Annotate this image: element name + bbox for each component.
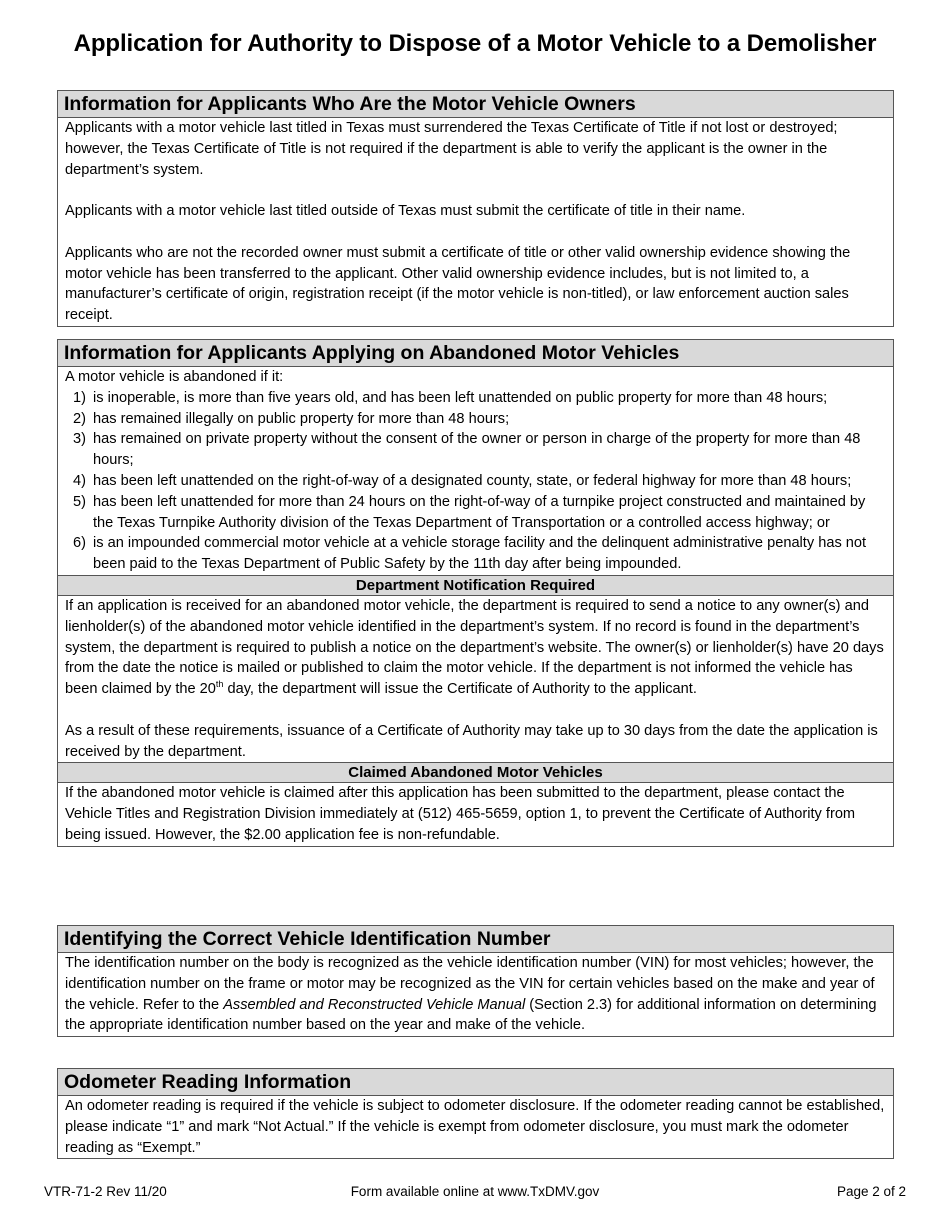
owners-section xyxy=(57,90,894,327)
vin-heading: Identifying the Correct Vehicle Identification Number xyxy=(58,926,893,953)
odometer-heading: Odometer Reading Information xyxy=(58,1069,893,1096)
notification-paragraph-2: As a result of these requirements, issuance of a Certificate of Authority may take up to 30 days from the date the application is received by the department. xyxy=(65,722,878,760)
odometer-paragraph: An odometer reading is required if the vehicle is subject to odometer disclosure. If the odometer reading cannot be established, please indicate “1” and mark “Not Actual.” If the vehicle is exempt from odometer disclosure, you must mark the odometer reading as “Exempt.” xyxy=(65,1098,885,1156)
list-item: 5) has been left unattended for more than 24 hours on the right-of-way of a turnpike project constructed and maintained by the Texas Turnpike Authority division of the Texas Department of Transportation or a controlled access highway; or xyxy=(73,493,866,531)
form-id: VTR-71-2 Rev 11/20 xyxy=(44,1184,167,1199)
owners-paragraph-2: Applicants with a motor vehicle last titled outside of Texas must submit the certificate of title in their name. xyxy=(65,203,746,220)
abandoned-section xyxy=(57,339,894,847)
claimed-paragraph: If the abandoned motor vehicle is claimed after this application has been submitted to the department, please contact the Vehicle Titles and Registration Division immediately at (512) 465-5659, option 1, to prevent the Certificate of Authority from being issued. However, the $2.00 application fee is non-refundable. xyxy=(65,785,856,843)
owners-paragraph-1: Applicants with a motor vehicle last titled in Texas must surrendered the Texas Certificate of Title if not lost or destroyed; however, the Texas Certificate of Title is not required if the department is able to verify the applicant is the owner in the department’s system. xyxy=(65,120,838,178)
list-item: 4) has been left unattended on the right-of-way of a designated county, state, or federal highway for more than 48 hours; xyxy=(73,472,852,489)
vin-section xyxy=(57,925,894,1037)
list-item: 1) is inoperable, is more than five years old, and has been left unattended on public property for more than 48 hours; xyxy=(73,389,828,406)
page-number: Page 2 of 2 xyxy=(836,1184,906,1199)
abandoned-heading: Information for Applicants Applying on Abandoned Motor Vehicles xyxy=(58,340,893,367)
list-item: 6) is an impounded commercial motor vehicle at a vehicle storage facility and the delinquent administrative penalty has not been paid to the Texas Department of Public Safety by the 11th day after being impounded. xyxy=(73,535,867,573)
notification-heading: Department Notification Required xyxy=(58,575,893,596)
notification-paragraph-1: If an application is received for an abandoned motor vehicle, the department is required to send a notice to any owner(s) and lienholder(s) of the abandoned motor vehicle identified in the department’s system. If no record is found in the department’s system, the department is required to publish a notice on the department’s website. The owner(s) or lienholder(s) have 20 days from the date the notice is mailed or published to claim the motor vehicle. If the department is not informed the vehicle has been claimed by the 20th day, the department will issue the Certificate of Authority to the applicant. xyxy=(65,597,884,698)
claimed-heading: Claimed Abandoned Motor Vehicles xyxy=(58,762,893,783)
owners-heading: Information for Applicants Who Are the Motor Vehicle Owners xyxy=(58,91,893,118)
page-title: Application for Authority to Dispose of a Motor Vehicle to a Demolisher xyxy=(73,30,877,57)
online-availability: Form available online at www.TxDMV.gov xyxy=(350,1184,600,1199)
odometer-section xyxy=(57,1068,894,1159)
list-item: 3) has remained on private property without the consent of the owner or person in charge of the property for more than 48 hours; xyxy=(73,431,861,469)
list-item: 2) has remained illegally on public property for more than 48 hours; xyxy=(73,410,510,427)
abandoned-criteria-list xyxy=(65,388,886,575)
owners-paragraph-3: Applicants who are not the recorded owner must submit a certificate of title or other valid ownership evidence showing the motor vehicle has been transferred to the applicant. Other valid ownership evidence includes, but is not limited to, a manufacturer’s certificate of origin, registration receipt (if the motor vehicle is non-titled), or law enforcement auction sales receipt. xyxy=(65,244,851,324)
abandoned-intro: A motor vehicle is abandoned if it: xyxy=(65,369,284,385)
vin-paragraph: The identification number on the body is recognized as the vehicle identification number (VIN) for most vehicles; however, the identification number on the frame or motor may be recognized as the VIN for certain vehicles based on the make and year of the vehicle. Refer to the Assembled and Reconstructed Vehicle Manual (Section 2.3) for additional information on determining the appropriate identification number based on the year and make of the vehicle. xyxy=(65,955,877,1034)
